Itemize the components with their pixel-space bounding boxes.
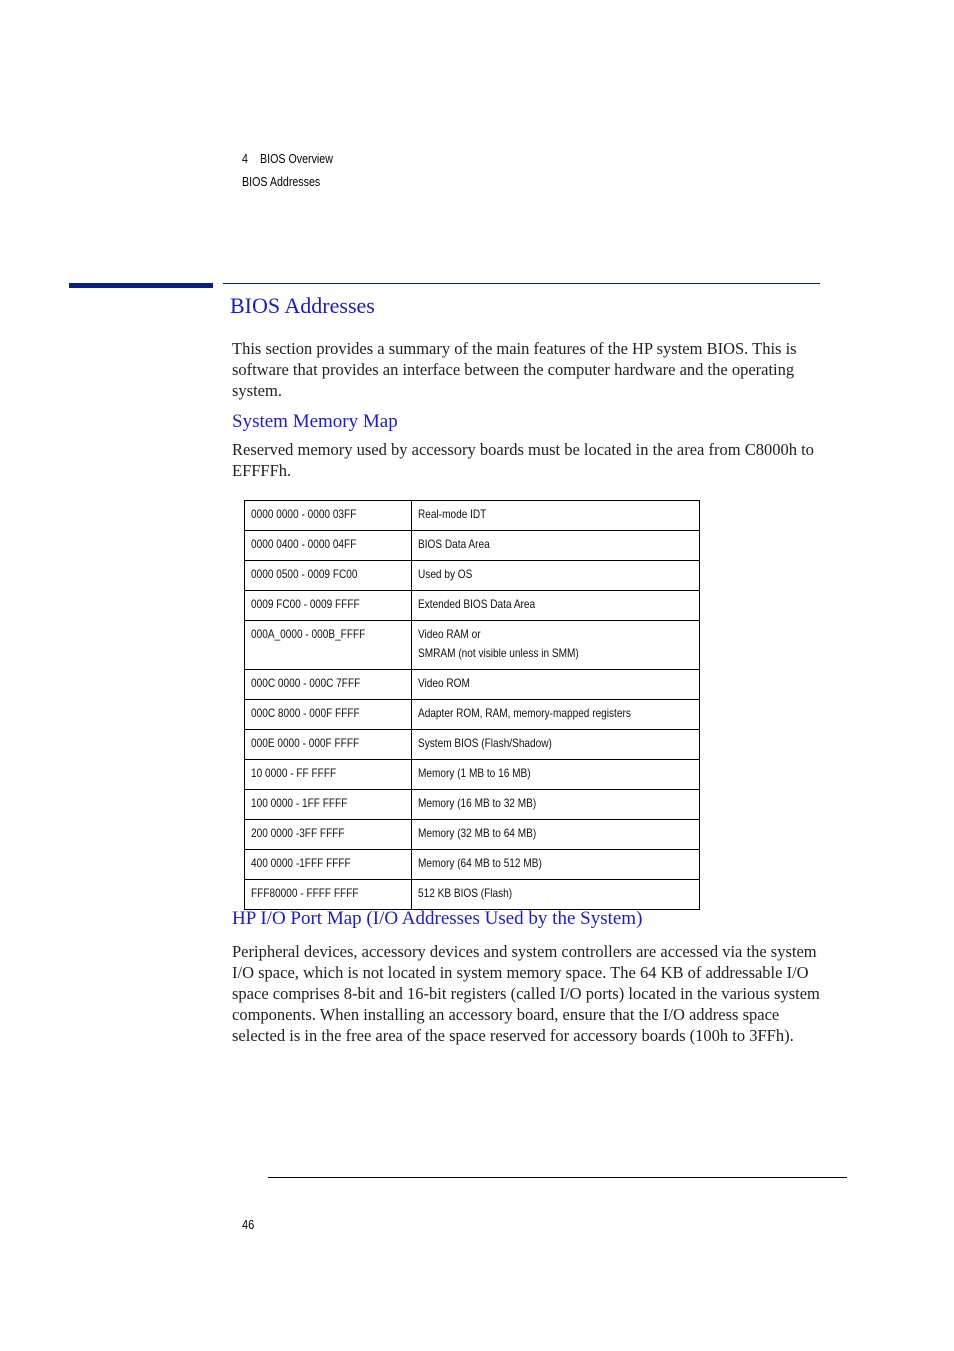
section-rule-thick: [69, 283, 213, 288]
address-range: 000E 0000 - 000F FFFF: [251, 736, 360, 750]
address-use: BIOS Data Area: [418, 537, 490, 551]
running-header: [242, 150, 353, 191]
table-row: [245, 820, 700, 850]
address-use: Used by OS: [418, 567, 473, 581]
address-range: FFF80000 - FFFF FFFF: [251, 886, 359, 900]
memory-map-table: [244, 500, 700, 910]
footer-rule: [268, 1177, 847, 1178]
address-use: Adapter ROM, RAM, memory-mapped registers: [418, 706, 631, 720]
chapter-number: 4: [242, 151, 248, 166]
memory-map-heading: System Memory Map: [232, 411, 398, 432]
table-row: [245, 850, 700, 880]
address-use: Memory (16 MB to 32 MB): [418, 796, 537, 810]
table-row: [245, 880, 700, 910]
address-use: Video ROM: [418, 676, 470, 690]
address-use: System BIOS (Flash/Shadow): [418, 736, 552, 750]
table-row: [245, 531, 700, 561]
address-use-continued: SMRAM (not visible unless in SMM): [418, 646, 579, 660]
page-number: 46: [242, 1217, 255, 1232]
address-range: 0000 0500 - 0009 FC00: [251, 567, 358, 581]
address-range: 10 0000 - FF FFFF: [251, 766, 337, 780]
address-range: 000C 8000 - 000F FFFF: [251, 706, 360, 720]
address-range: 200 0000 -3FF FFFF: [251, 826, 345, 840]
address-use: Memory (64 MB to 512 MB): [418, 856, 542, 870]
table-row: [245, 790, 700, 820]
address-range: 0009 FC00 - 0009 FFFF: [251, 597, 360, 611]
io-map-paragraph: Peripheral devices, accessory devices and system controllers are accessed via the system I/O space, which is not located in system memory space. The 64 KB of addressable I/O space comprises 8-bit and 16-bit registers (called I/O ports) located in the various system components. When installing an accessory board, ensure that the I/O address space selected is in the free area of the space reserved for accessory boards (100h to 3FFh).: [232, 942, 820, 1045]
chapter-title: BIOS Overview: [260, 151, 333, 166]
table-row: [245, 561, 700, 591]
address-use: Real-mode IDT: [418, 507, 487, 521]
intro-paragraph: This section provides a summary of the main features of the HP system BIOS. This is software that provides an interface between the computer hardware and the operating system.: [232, 339, 797, 400]
address-range: 400 0000 -1FFF FFFF: [251, 856, 351, 870]
address-use: Extended BIOS Data Area: [418, 597, 536, 611]
table-row: [245, 621, 700, 670]
address-range: 000C 0000 - 000C 7FFF: [251, 676, 361, 690]
table-row: [245, 730, 700, 760]
address-use: Memory (32 MB to 64 MB): [418, 826, 537, 840]
address-use: Video RAM or: [418, 627, 481, 641]
table-row: [245, 591, 700, 621]
memory-map-paragraph: Reserved memory used by accessory boards must be located in the area from C8000h to EFFFFh.: [232, 440, 814, 480]
address-range: 0000 0400 - 0000 04FF: [251, 537, 357, 551]
table-row: [245, 700, 700, 730]
table-row: [245, 501, 700, 531]
page-title: BIOS Addresses: [230, 293, 375, 318]
table-row: [245, 760, 700, 790]
chapter-header: [242, 150, 333, 168]
address-range: 100 0000 - 1FF FFFF: [251, 796, 348, 810]
address-range: 0000 0000 - 0000 03FF: [251, 507, 357, 521]
address-range: 000A_0000 - 000B_FFFF: [251, 627, 366, 641]
io-map-heading: HP I/O Port Map (I/O Addresses Used by the System): [232, 908, 643, 929]
section-header: BIOS Addresses: [242, 174, 321, 189]
address-use: Memory (1 MB to 16 MB): [418, 766, 531, 780]
table-row: [245, 670, 700, 700]
address-use: 512 KB BIOS (Flash): [418, 886, 513, 900]
section-rule-thin: [223, 283, 820, 284]
